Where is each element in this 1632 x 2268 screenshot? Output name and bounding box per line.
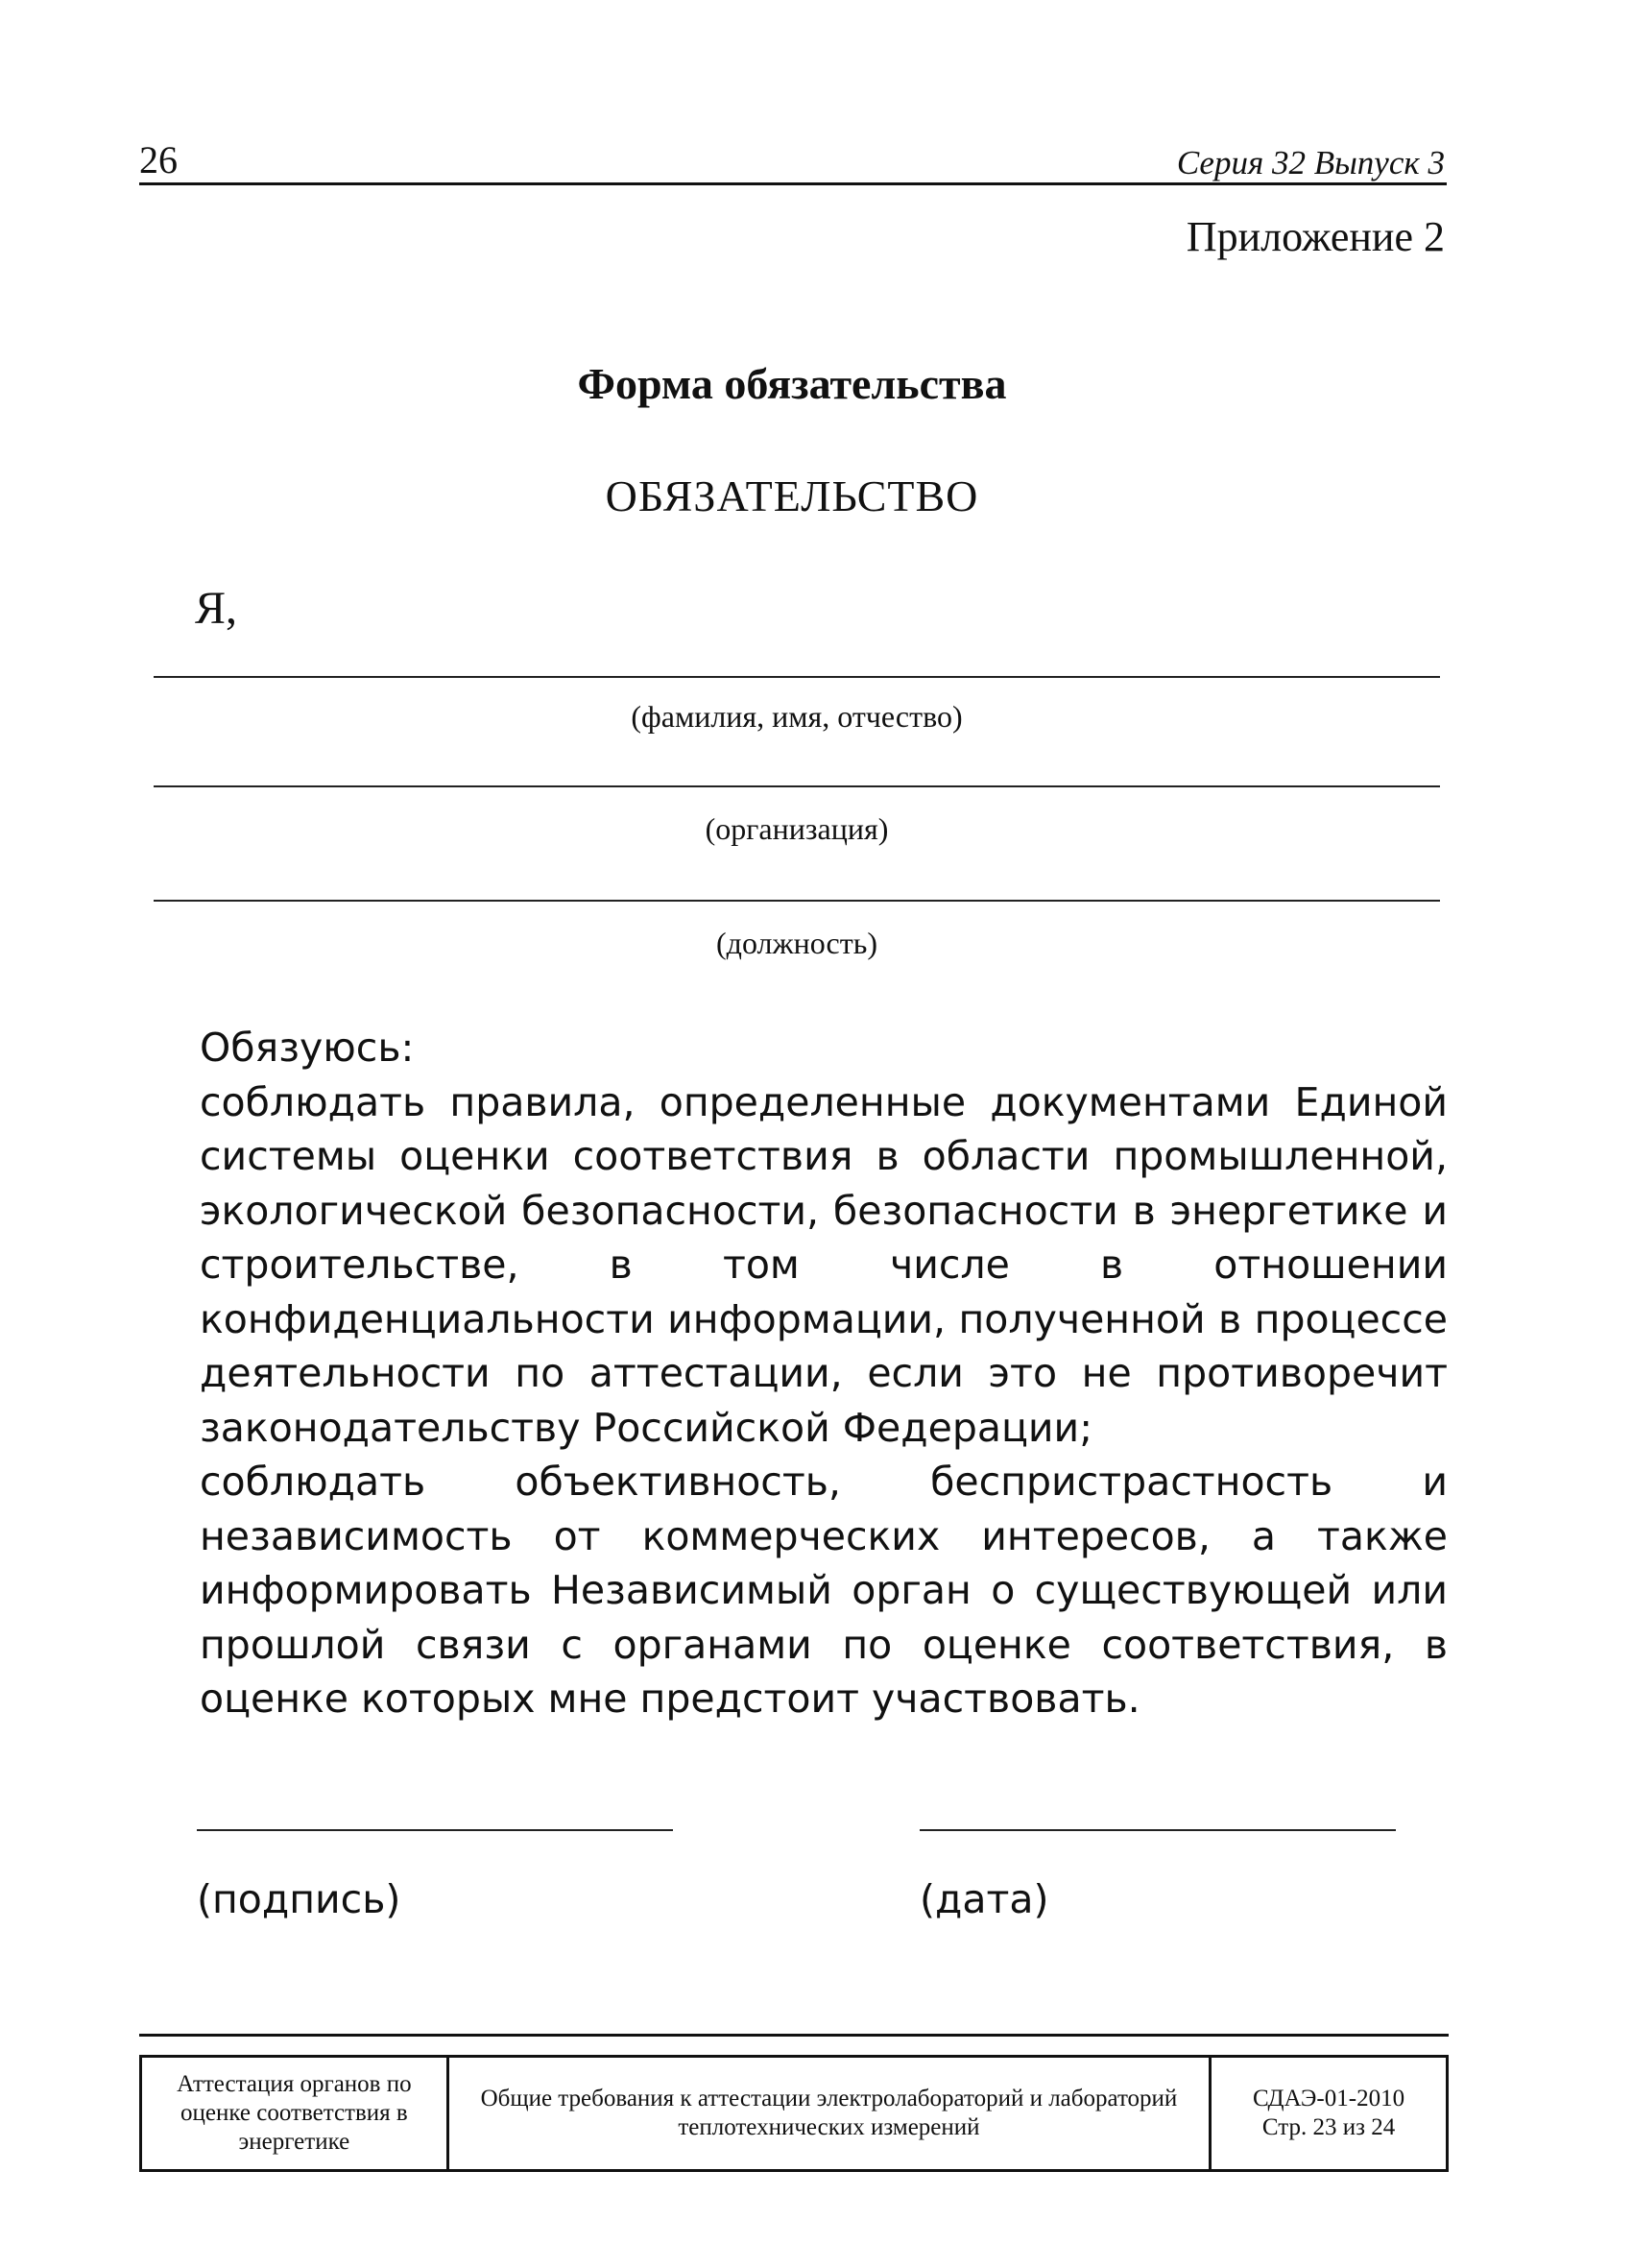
date-label: (дата)	[920, 1876, 1049, 1922]
full-name-line	[154, 676, 1440, 678]
obligation-body	[146, 1021, 1448, 1726]
signature-line	[197, 1829, 673, 1831]
footer-cell-code	[1211, 2057, 1448, 2171]
appendix-label: Приложение 2	[1186, 213, 1445, 260]
document-title: ОБЯЗАТЕЛЬСТВО	[605, 471, 979, 520]
organization-caption: (организация)	[705, 811, 889, 846]
obligation-paragraph-1: соблюдать правила, определенные документами Единой системы оценки соответствия в области промышленной, экологической безопасности, безопасности в энергетике и строительстве, в том числе в отношении конфиденциальности информации, полученной в процессе деятельности по аттестации, если это не противоречит законодательству Российской Федерации;	[200, 1078, 1448, 1451]
document-code: СДАЭ-01-2010	[1253, 2086, 1405, 2111]
date-line	[920, 1829, 1396, 1831]
footer-table	[139, 2055, 1449, 2172]
position-caption: (должность)	[716, 926, 877, 960]
signature-label: (подпись)	[197, 1876, 401, 1922]
footer-cell-system: Аттестация органов по оценке соответствия в энергетике	[141, 2057, 448, 2171]
obligation-intro: Обязуюсь:	[200, 1025, 415, 1071]
page-number: 26	[139, 138, 178, 181]
form-title: Форма обязательства	[577, 359, 1007, 408]
header-rule	[139, 182, 1447, 185]
page-counter: Стр. 23 из 24	[1261, 2114, 1396, 2140]
footer-rule	[139, 2034, 1449, 2037]
obligation-paragraph-2: соблюдать объективность, беспристрастность и независимость от коммерческих интересов, а также информировать Независимый орган о существующей или прошлой связи с органами по оценке соответствия, в оценке которых мне предстоит участвовать.	[200, 1459, 1448, 1722]
pronoun-label: Я,	[195, 583, 238, 634]
footer-cell-title: Общие требования к аттестации электролабораторий и лабораторий теплотехнических измерений	[447, 2057, 1210, 2171]
position-line	[154, 900, 1440, 902]
series-label: Серия 32 Выпуск 3	[1176, 144, 1445, 181]
full-name-caption: (фамилия, имя, отчество)	[631, 699, 963, 734]
organization-line	[154, 785, 1440, 787]
